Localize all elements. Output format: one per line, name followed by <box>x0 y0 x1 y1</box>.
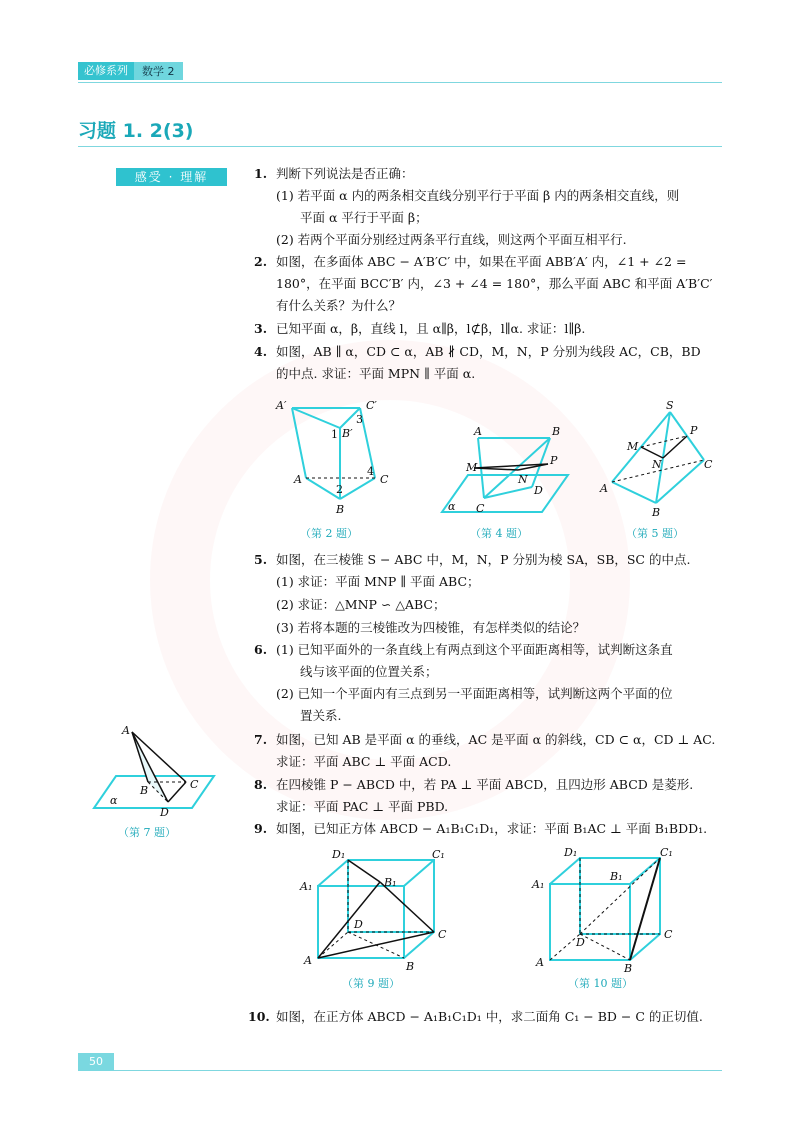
label-P: P <box>550 454 558 467</box>
problem-text: 如图，在正方体 ABCD − A₁B₁C₁D₁ 中，求二面角 C₁ − BD − C 的正切值. <box>276 1009 703 1024</box>
angle-1: 1 <box>331 428 338 441</box>
label-A: A <box>122 724 130 737</box>
problem-number: 5. <box>254 552 268 567</box>
problem-text: 平面 α 平行于平面 β； <box>300 210 428 225</box>
label-alpha: α <box>110 794 118 807</box>
label-A1: A₁ <box>300 880 313 893</box>
problem-text: 如图，已知 AB 是平面 α 的垂线，AC 是平面 α 的斜线，CD ⊂ α，CD ⊥ AC. <box>276 732 716 747</box>
label-B1: B₁ <box>384 876 397 889</box>
label-M: M <box>466 461 478 474</box>
page-title: 习题 1. 2(3) <box>78 120 194 142</box>
label-A: A <box>294 473 302 486</box>
label-D: D <box>160 806 169 819</box>
label-S: S <box>666 399 674 412</box>
section-badge: 感受 · 理解 <box>116 168 227 186</box>
label-C: C <box>664 928 673 941</box>
problem-text: 如图，在多面体 ABC − A′B′C′ 中，如果在平面 ABB′A′ 内，∠1 + ∠2 = <box>276 254 687 269</box>
label-C: C <box>438 928 447 941</box>
label-N: N <box>518 473 528 486</box>
problem-number: 1. <box>254 166 268 181</box>
problem-text: (2) 求证：△MNP ∽ △ABC； <box>276 597 446 612</box>
figure-caption: （第 10 题） <box>568 977 633 990</box>
problem-number: 7. <box>254 732 268 747</box>
label-C1: C₁ <box>432 848 445 861</box>
problem-text: (1) 已知平面外的一条直线上有两点到这个平面距离相等，试判断这条直 <box>276 642 673 657</box>
problem-text: 置关系. <box>300 708 342 723</box>
problem-text: 在四棱锥 P − ABCD 中，若 PA ⊥ 平面 ABCD，且四边形 ABCD 是菱形. <box>276 777 694 792</box>
label-A: A <box>536 956 544 969</box>
figure-caption: （第 7 题） <box>118 826 176 839</box>
problem-text: (2) 已知一个平面内有三点到另一平面距离相等，试判断这两个平面的位 <box>276 686 673 701</box>
label-P: P <box>690 424 698 437</box>
angle-3: 3 <box>356 413 363 426</box>
problem-number: 6. <box>254 642 268 657</box>
label-M: M <box>627 440 639 453</box>
label-C-prime: C′ <box>366 399 377 412</box>
problem-text: 已知平面 α，β，直线 l，且 α∥β，l⊄β，l∥α. 求证：l∥β. <box>276 321 586 336</box>
label-B: B <box>140 784 149 797</box>
figure-caption: （第 4 题） <box>470 527 528 540</box>
label-A: A <box>304 954 312 967</box>
problem-number: 10. <box>248 1009 270 1024</box>
figure-10 <box>530 846 680 974</box>
label-B: B <box>624 962 633 974</box>
problem-text: 求证：平面 ABC ⊥ 平面 ACD. <box>276 754 452 769</box>
problem-number: 8. <box>254 777 268 792</box>
label-alpha: α <box>448 500 456 513</box>
problem-text: 180°，在平面 BCC′B′ 内，∠3 + ∠4 = 180°，那么平面 ABC 和平面 A′B′C′ <box>276 276 713 291</box>
problem-text: 如图，在三棱锥 S − ABC 中，M，N，P 分别为棱 SA，SB，SC 的中点. <box>276 552 691 567</box>
header-tag <box>78 62 183 80</box>
page-number: 50 <box>78 1053 114 1071</box>
label-A-prime: A′ <box>276 399 287 412</box>
label-D: D <box>534 484 543 497</box>
problem-text: 如图，AB ∥ α，CD ⊂ α，AB ∦ CD，M，N，P 分别为线段 AC，CB，BD <box>276 344 701 359</box>
problem-text: 判断下列说法是否正确： <box>276 166 414 181</box>
label-B1: B₁ <box>610 870 623 883</box>
label-D1: D₁ <box>564 846 578 859</box>
problem-text: (3) 若将本题的三棱锥改为四棱锥，有怎样类似的结论？ <box>276 620 586 635</box>
book-label: 数学 2 <box>142 65 175 78</box>
problem-text: (1) 求证：平面 MNP ∥ 平面 ABC； <box>276 574 480 589</box>
figure-4 <box>438 420 578 520</box>
angle-2: 2 <box>336 483 343 496</box>
label-A: A <box>600 482 608 495</box>
figure-caption: （第 9 题） <box>342 977 400 990</box>
figure-7 <box>88 722 218 822</box>
label-D: D <box>354 918 363 931</box>
problem-text: 的中点. 求证：平面 MPN ∥ 平面 α. <box>276 366 476 381</box>
problem-text: 如图，已知正方体 ABCD − A₁B₁C₁D₁，求证：平面 B₁AC ⊥ 平面 B₁BDD₁. <box>276 821 708 836</box>
figure-caption: （第 5 题） <box>626 527 684 540</box>
problem-text: (2) 若两个平面分别经过两条平行直线，则这两个平面互相平行. <box>276 232 627 247</box>
label-A: A <box>474 425 482 438</box>
label-C1: C₁ <box>660 846 673 859</box>
problem-text: 线与该平面的位置关系； <box>300 664 438 679</box>
problem-text: 有什么关系？为什么？ <box>276 298 402 313</box>
label-N: N <box>652 458 662 471</box>
label-C: C <box>704 458 713 471</box>
label-B-prime: B′ <box>342 427 353 440</box>
problem-text: (1) 若平面 α 内的两条相交直线分别平行于平面 β 内的两条相交直线，则 <box>276 188 680 203</box>
title-divider <box>78 146 722 147</box>
figure-caption: （第 2 题） <box>300 527 358 540</box>
label-A1: A₁ <box>532 878 545 891</box>
label-B: B <box>652 506 661 519</box>
figure-9 <box>296 846 456 974</box>
series-label: 必修系列 <box>78 62 134 80</box>
label-C: C <box>190 778 199 791</box>
problem-number: 9. <box>254 821 268 836</box>
header-divider <box>78 82 722 83</box>
label-B: B <box>552 425 561 438</box>
problem-text: 求证：平面 PAC ⊥ 平面 PBD. <box>276 799 449 814</box>
label-C: C <box>476 502 485 515</box>
problem-number: 4. <box>254 344 268 359</box>
label-C: C <box>380 473 389 486</box>
label-B: B <box>406 960 415 973</box>
footer-divider <box>78 1070 722 1071</box>
angle-4: 4 <box>367 465 374 478</box>
label-B: B <box>336 503 345 516</box>
problem-number: 2. <box>254 254 268 269</box>
label-D: D <box>576 936 585 949</box>
figure-2 <box>270 395 400 520</box>
problem-number: 3. <box>254 321 268 336</box>
label-D1: D₁ <box>332 848 346 861</box>
figure-5 <box>596 398 716 520</box>
